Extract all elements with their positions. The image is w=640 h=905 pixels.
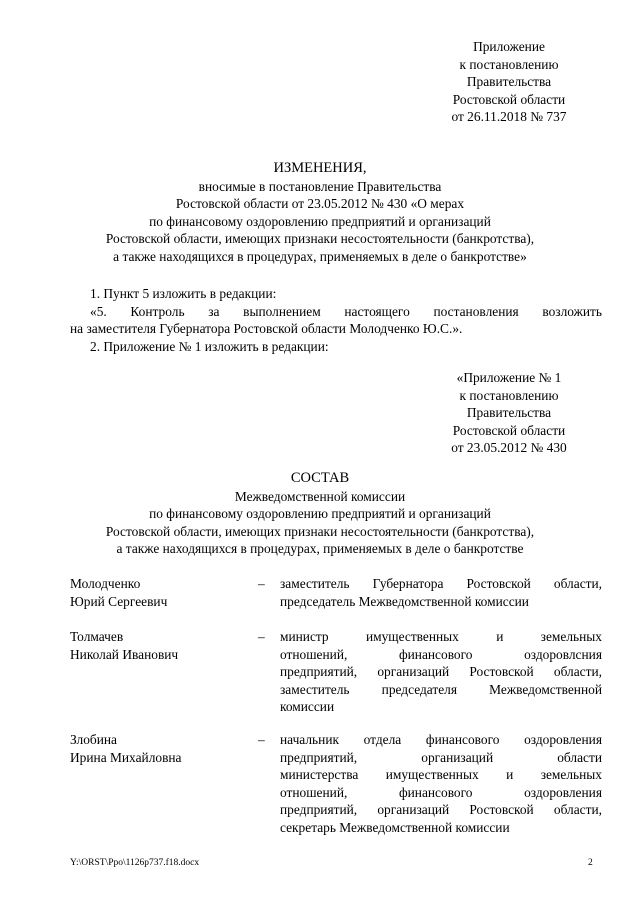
member-role — [280, 575, 602, 610]
role-line: отношений, финансового оздоровлсния — [280, 646, 602, 662]
appendix-line: от 26.11.2018 № 737 — [451, 109, 567, 125]
changes-subtitle-line: а также находящихся в процедурах, применяемых в деле о банкротстве» — [113, 248, 527, 264]
member-name — [70, 575, 250, 610]
role-line: министр имущественных и земельных — [280, 629, 602, 644]
composition-subtitle-line: Межведомственной комиссии — [234, 488, 406, 504]
changes-title — [60, 160, 580, 266]
item-1: 1. Пункт 5 изложить в редакции: — [90, 286, 277, 301]
member-dash: – — [258, 629, 265, 644]
composition-subtitle-line: Ростовской области, имеющих признаки несостоятельности (банкротства), — [105, 523, 535, 539]
member-surname: Молодченко — [70, 576, 141, 591]
member-given-name: Ирина Михайловна — [70, 749, 182, 765]
body-paragraphs — [70, 285, 602, 355]
appendix-header — [404, 38, 614, 126]
item-2: 2. Приложение № 1 изложить в редакции: — [90, 338, 329, 354]
changes-heading: ИЗМЕНЕНИЯ, — [273, 160, 367, 176]
appendix-quote-line: от 23.05.2012 № 430 — [451, 440, 567, 456]
changes-subtitle-line: по финансовому оздоровлению предприятий и организаций — [149, 213, 491, 229]
quote-line-1: «5. Контроль за выполнением настоящего постановления возложить — [90, 303, 602, 319]
appendix-line: Ростовской области — [452, 91, 566, 107]
role-line: заместитель Губернатора Ростовской области, — [280, 576, 602, 591]
member-name — [70, 628, 250, 663]
appendix-line: к постановлению — [459, 56, 559, 72]
footer-page-number: 2 — [588, 858, 593, 868]
appendix-line: Правительства — [466, 74, 552, 90]
composition-subtitle-line: по финансовому оздоровлению предприятий и организаций — [149, 506, 491, 522]
role-line: комиссии — [280, 699, 335, 715]
member-dash: – — [258, 732, 265, 747]
appendix-quote-line: Ростовской области — [452, 422, 566, 438]
role-line: отношений, финансового оздоровления — [280, 784, 602, 800]
changes-subtitle-line: Ростовской области, имеющих признаки несостоятельности (банкротства), — [105, 231, 535, 247]
member-surname: Злобина — [70, 732, 117, 747]
appendix-quote-line: к постановлению — [459, 387, 559, 403]
composition-subtitle-line: а также находящихся в процедурах, применяемых в деле о банкротстве — [116, 541, 524, 557]
appendix-quote-header — [404, 369, 614, 457]
role-line: предприятий, организаций Ростовской области, — [280, 664, 602, 680]
member-given-name: Николай Иванович — [70, 646, 179, 662]
member-given-name: Юрий Сергеевич — [70, 593, 168, 609]
role-line: предприятий, организаций области — [280, 749, 602, 765]
member-role — [280, 628, 602, 716]
role-line: заместитель председателя Межведомственной — [280, 681, 602, 697]
changes-subtitle-line: вносимые в постановление Правительства — [198, 178, 442, 194]
role-line: председатель Межведомственной комиссии — [280, 593, 529, 609]
changes-subtitle-line: Ростовской области от 23.05.2012 № 430 «О мерах — [175, 196, 465, 212]
role-line: министерства имущественных и земельных — [280, 767, 602, 783]
footer-file-path: Y:\ORST\Ppo\1126p737.f18.docx — [70, 858, 200, 868]
appendix-quote-line: Правительства — [466, 405, 552, 421]
quote-line-2: на заместителя Губернатора Ростовской области Молодченко Ю.С.». — [70, 321, 463, 337]
composition-heading: СОСТАВ — [290, 470, 350, 486]
composition-title — [60, 470, 580, 558]
member-surname: Толмачев — [70, 629, 124, 644]
member-role — [280, 731, 602, 837]
member-dash: – — [258, 576, 265, 591]
role-line: предприятий, организаций Ростовской области, — [280, 802, 602, 818]
appendix-line: Приложение — [473, 39, 545, 54]
member-name — [70, 731, 250, 766]
role-line: секретарь Межведомственной комиссии — [280, 819, 510, 835]
role-line: начальник отдела финансового оздоровления — [280, 732, 602, 747]
appendix-quote-line: «Приложение № 1 — [456, 370, 562, 385]
